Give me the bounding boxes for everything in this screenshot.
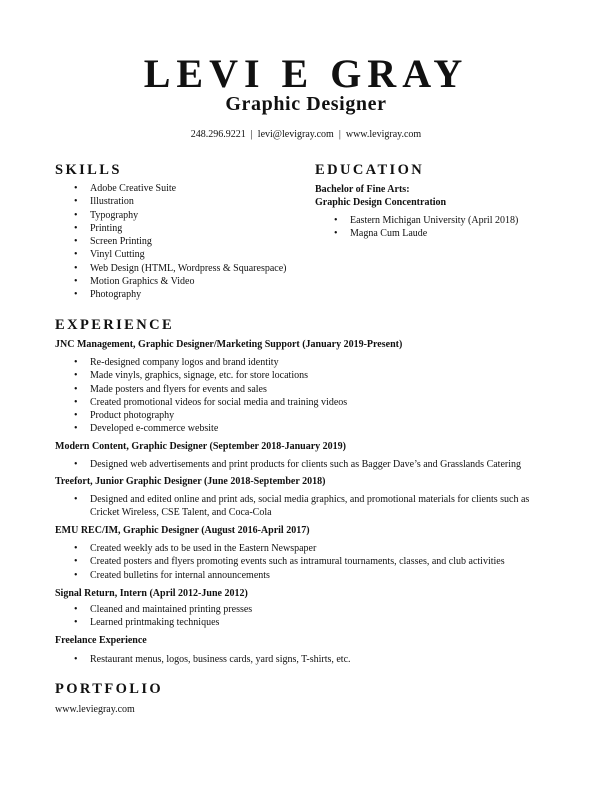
skills-list xyxy=(55,182,305,302)
job-bullets xyxy=(55,542,555,582)
job-bullets xyxy=(55,458,555,471)
education-list xyxy=(315,214,565,241)
skill-item: • Adobe Creative Suite xyxy=(55,182,305,195)
candidate-name: LEVI E GRAY xyxy=(143,51,469,96)
portfolio-link[interactable]: www.leviegray.com xyxy=(55,704,135,715)
job-bullets xyxy=(55,356,555,436)
job-bullet: • Re-designed company logos and brand identity xyxy=(55,356,555,369)
skill-item: • Screen Printing xyxy=(55,235,305,248)
experience-heading: EXPERIENCE xyxy=(55,317,175,333)
job-title-line: Freelance Experience xyxy=(55,635,147,646)
job-bullets xyxy=(55,603,555,630)
job-bullet: • Made posters and flyers for events and sales xyxy=(55,383,555,396)
job-bullet: • Created weekly ads to be used in the Eastern Newspaper xyxy=(55,542,555,555)
education-degree: Bachelor of Fine Arts: xyxy=(315,184,410,195)
job-title-line: EMU REC/IM, Graphic Designer (August 2016-April 2017) xyxy=(55,525,310,536)
job-bullet: • Designed and edited online and print ads, social media graphics, and promotional materials for clients such as Cricket Wireless, CSE Talent, and Coca-Cola xyxy=(55,493,555,520)
skill-item: • Printing xyxy=(55,222,305,235)
skill-item: • Web Design (HTML, Wordpress & Squarespace) xyxy=(55,262,305,275)
job-title-line: Treefort, Junior Graphic Designer (June 2018-September 2018) xyxy=(55,476,326,487)
education-concentration: Graphic Design Concentration xyxy=(315,197,447,208)
contact-separator: | xyxy=(250,129,253,140)
skill-item: • Typography xyxy=(55,209,305,222)
skill-item: • Photography xyxy=(55,288,305,301)
job-bullet: • Created bulletins for internal announcements xyxy=(55,569,555,582)
phone-number: 248.296.9221 xyxy=(190,129,246,140)
job-title-line: Signal Return, Intern (April 2012-June 2012) xyxy=(55,588,248,599)
skill-item: • Motion Graphics & Video xyxy=(55,275,305,288)
portfolio-heading: PORTFOLIO xyxy=(55,681,164,697)
job-title-line: JNC Management, Graphic Designer/Marketing Support (January 2019-Present) xyxy=(55,339,403,350)
job-title: Graphic Designer xyxy=(225,93,387,115)
job-bullet: • Restaurant menus, logos, business cards, yard signs, T-shirts, etc. xyxy=(55,653,555,666)
job-bullet: • Product photography xyxy=(55,409,555,422)
job-bullets xyxy=(55,653,555,666)
skill-item: • Illustration xyxy=(55,195,305,208)
education-item: • Magna Cum Laude xyxy=(315,227,565,240)
job-bullet: • Created posters and flyers promoting events such as intramural tournaments, classes, and club activities xyxy=(55,555,555,568)
contact-line xyxy=(0,128,612,141)
job-bullet: • Designed web advertisements and print products for clients such as Bagger Dave’s and Grasslands Catering xyxy=(55,458,555,471)
job-bullet: • Cleaned and maintained printing presses xyxy=(55,603,555,616)
skill-item: • Vinyl Cutting xyxy=(55,248,305,261)
skills-heading: SKILLS xyxy=(55,162,122,178)
job-bullet: • Developed e-commerce website xyxy=(55,422,555,435)
contact-separator: | xyxy=(338,129,341,140)
job-bullets xyxy=(55,493,555,520)
email-address[interactable]: levi@levigray.com xyxy=(257,129,334,140)
education-item: • Eastern Michigan University (April 2018) xyxy=(315,214,565,227)
website-link[interactable]: www.levigray.com xyxy=(345,129,422,140)
job-bullet: • Created promotional videos for social media and training videos xyxy=(55,396,555,409)
job-bullet: • Made vinyls, graphics, signage, etc. for store locations xyxy=(55,369,555,382)
education-heading: EDUCATION xyxy=(315,162,425,178)
job-title-line: Modern Content, Graphic Designer (September 2018-January 2019) xyxy=(55,441,346,452)
job-bullet: • Learned printmaking techniques xyxy=(55,616,555,629)
